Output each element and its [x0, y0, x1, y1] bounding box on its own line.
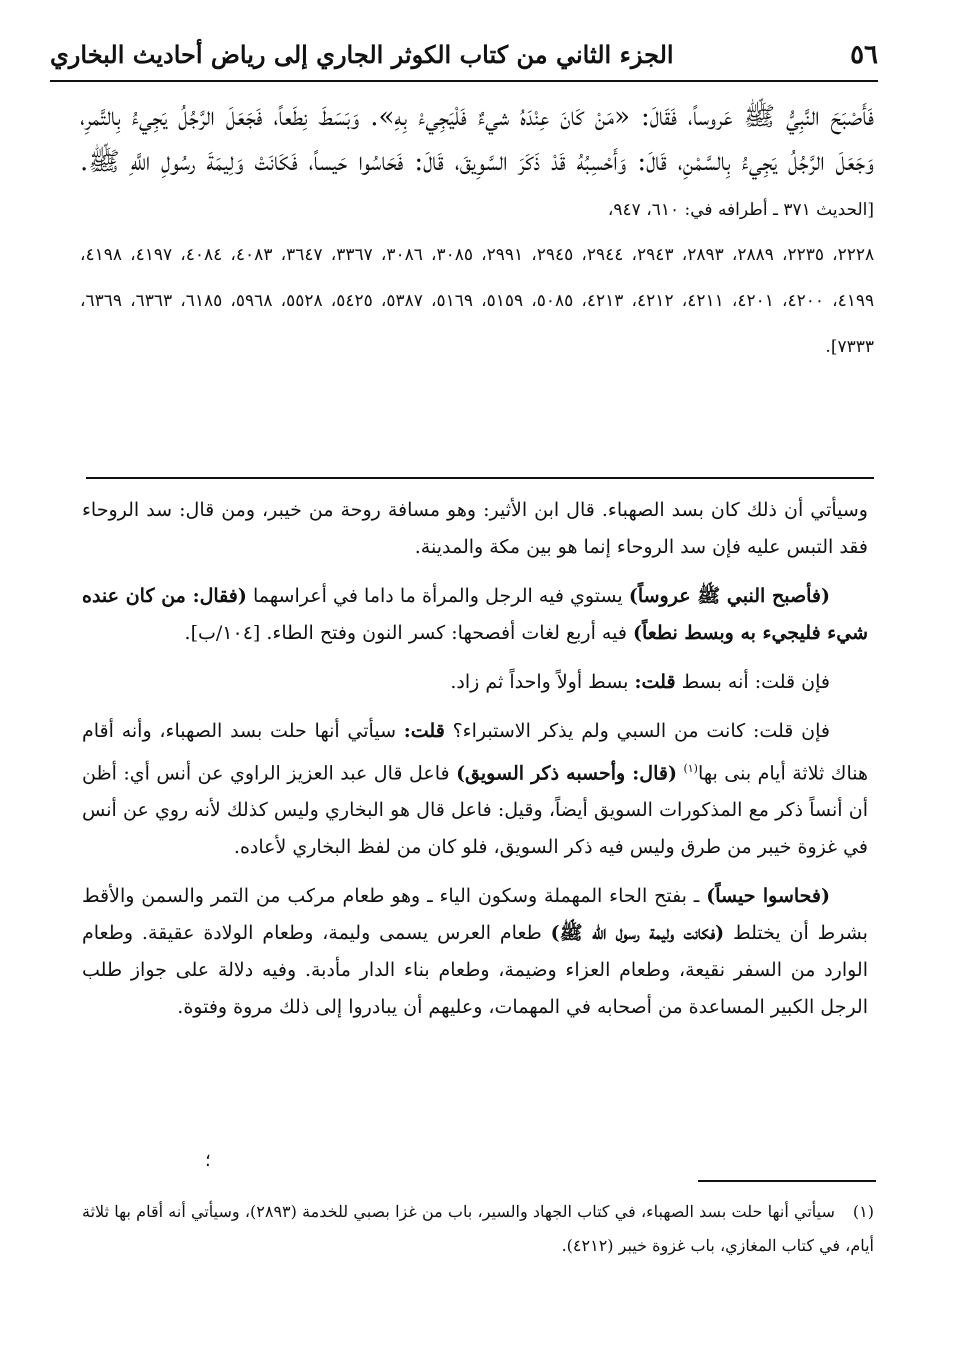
commentary — [82, 492, 868, 1038]
running-title: الجزء الثاني من كتاب الكوثر الجاري إلى رياض أحاديث البخاري — [50, 40, 674, 69]
hadith-text — [80, 95, 874, 233]
hadith-reference-intro: [الحديث ٣٧١ ـ أطرافه في: ٦١٠، ٩٤٧، — [607, 200, 874, 220]
page-header — [50, 36, 878, 82]
commentary-paragraph: فإن قلت: أنه بسط قلت: بسط أولاً واحداً ثم زاد. — [450, 671, 830, 693]
commentary-paragraph: فإن قلت: كانت من السبي ولم يذكر الاستبراء؟ قلت: سيأتي أنها حلت بسد الصهباء، وأنه أقام هناك ثلاثة أيام بنى بها$^{(١)}$ (قال: وأحسبه ذكر السويق) فاعل قال عبد العزيز الراوي عن أنس أي: أظن أن أنساً ذكر مع المذكورات السويق أيضاً، وقيل: فاعل قال هو البخاري وليس كذلك لأنه روي عن أنس في غزوة خيبر من طرق وليس فيه ذكر السويق، فلو كان من لفظ البخاري لأعاده. — [82, 720, 869, 859]
page-number: ٥٦ — [850, 40, 878, 70]
stray-mark: ؛ — [205, 1150, 211, 1171]
footnote — [82, 1195, 874, 1263]
commentary-paragraph: (فأصبح النبي ﷺ عروساً) يستوي فيه الرجل والمرأة ما داما في أعراسهما (فقال: من كان عنده شيء فليجيء به وبسط نطعاً) فيه أربع لغات أفصحها: كسر النون وفتح الطاء. [١٠٤/ب]. — [82, 585, 868, 644]
hadith-body: فَأَصْبَحَ النَّبِيُّ ﷺ عَروساً، فَقَالَ: «مَنْ كَانَ عِنْدَهُ شيءٌ فَلْيَجِيءْ بِهِ». وَبَسَطَ نِطَعاً، فَجَعَلَ الرَّجُلُ يَجِيءُ بِالتَّمرِ، وَجَعَلَ الرَّجُلُ يَجِيءُ بِالسَّمْنِ، قَالَ: وَأَحْسِبُهُ قَدْ ذَكَرَ السَّوِيقَ، قَالَ: فَحَاسُوا حَيساً، فَكَانَتْ وَلِيمَةَ رسُولِ اللَّهِ ﷺ. — [80, 102, 874, 177]
section-divider — [86, 477, 874, 479]
commentary-paragraph: (فحاسوا حيساً) ـ بفتح الحاء المهملة وسكون الياء ـ وهو طعام مركب من التمر والسمن والأقط بشرط أن يختلط (فكانت وليمة رسول الله ﷺ) طعام العرس يسمى وليمة، وطعام الولادة عقيقة. وطعام الوارد من السفر نقيعة، وطعام العزاء وضيمة، وطعام بناء الدار مأدبة. وفيه دلالة على جواز طلب الرجل الكبير المساعدة من أصحابه في المهمات، وعليهم أن يبادروا إلى ذلك مروة وفتوة. — [82, 885, 868, 1019]
footnote-text: سيأتي أنها حلت بسد الصهباء، في كتاب الجهاد والسير، باب من غزا بصبي للخدمة (٢٨٩٣)، وسيأتي أنه أقام بها ثلاثة أيام، في كتاب المغازي، باب غزوة خيبر (٤٢١٢). — [82, 1202, 874, 1255]
commentary-paragraph: وسيأتي أن ذلك كان بسد الصهباء. قال ابن الأثير: وهو مسافة روحة من خيبر، ومن قال: سد الروحاء فقد التبس عليه فإن سد الروحاء إنما هو بين مكة والمدينة. — [82, 499, 868, 558]
footnote-marker: (١) — [683, 762, 698, 775]
hadith-cross-references: ٢٢٢٨، ٢٢٣٥، ٢٨٨٩، ٢٨٩٣، ٢٩٤٣، ٢٩٤٤، ٢٩٤٥، ٢٩٩١، ٣٠٨٥، ٣٠٨٦، ٣٣٦٧، ٣٦٤٧، ٤٠٨٣، ٤٠٨٤، ٤١٩٧، ٤١٩٨، ٤١٩٩، ٤٢٠٠، ٤٢٠١، ٤٢١١، ٤٢١٢، ٤٢١٣، ٥٠٨٥، ٥١٥٩، ٥١٦٩، ٥٣٨٧، ٥٤٢٥، ٥٥٢٨، ٥٩٦٨، ٦١٨٥، ٦٣٦٣، ٦٣٦٩، ٧٣٣٣]. — [80, 245, 875, 357]
footnote-divider — [698, 1180, 876, 1182]
footnote-number: (١) — [852, 1202, 875, 1221]
